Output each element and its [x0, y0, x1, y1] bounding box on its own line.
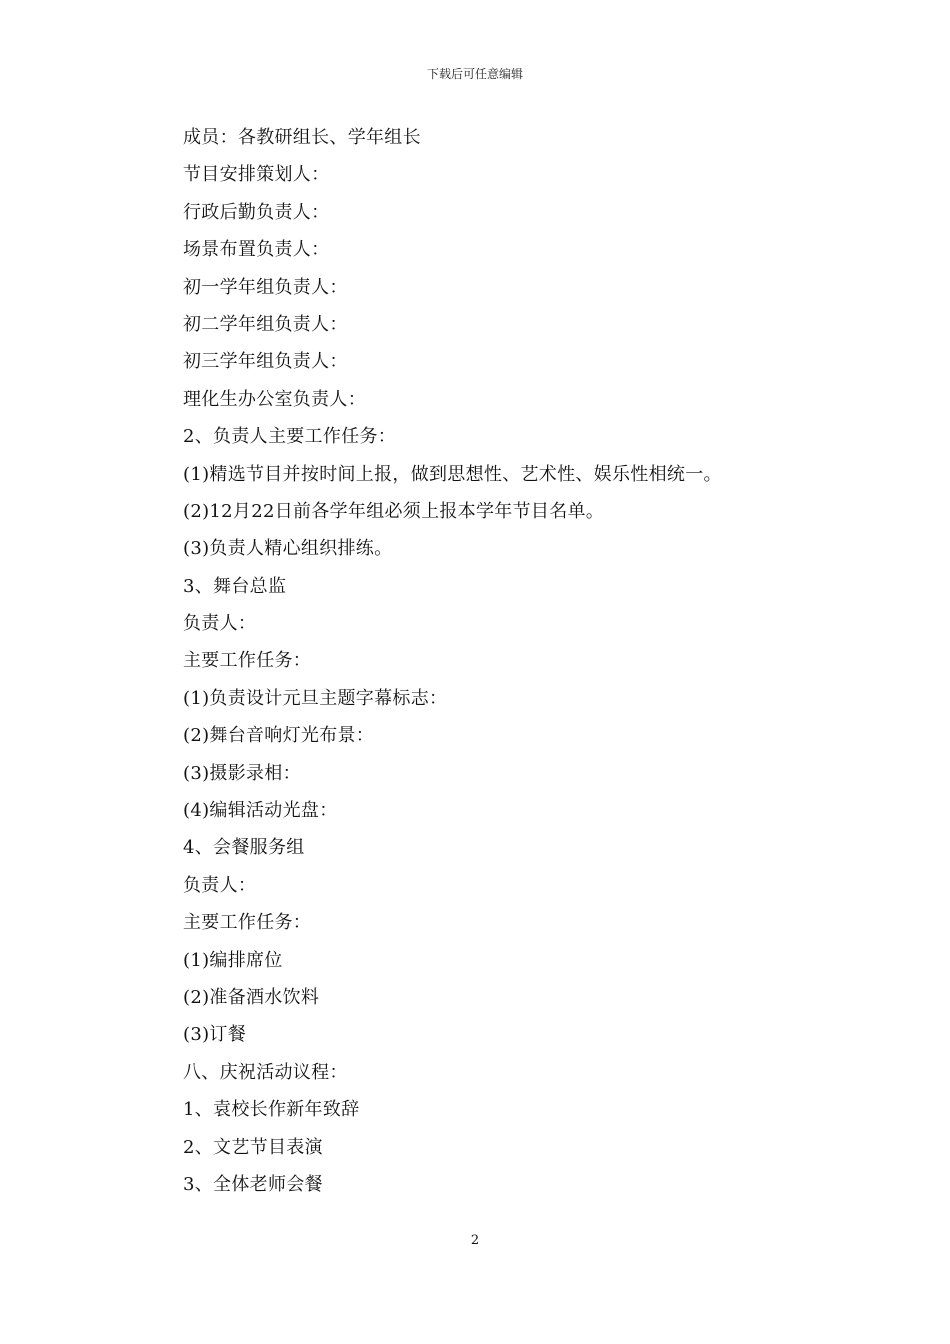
text-line: (3)负责人精心组织排练。	[183, 538, 393, 560]
text-line: 3、全体老师会餐	[183, 1173, 323, 1195]
text-line: 场景布置负责人：	[183, 239, 330, 261]
text-line: (4)编辑活动光盘：	[183, 800, 338, 822]
text-line: 节目安排策划人：	[183, 164, 330, 186]
document-body	[183, 121, 803, 1205]
text-line: 主要工作任务：	[183, 650, 312, 672]
text-line: (1)编排席位	[183, 949, 283, 971]
text-line: 2、文艺节目表演	[183, 1136, 323, 1158]
text-line: (1)负责设计元旦主题字幕标志：	[183, 687, 448, 709]
text-line: 成员：各教研组长、学年组长	[183, 127, 421, 148]
text-line: (2)准备酒水饮料	[183, 986, 320, 1008]
text-line: (3)订餐	[183, 1024, 246, 1046]
section-heading: 4、会餐服务组	[183, 837, 305, 859]
section-heading: 2、负责人主要工作任务：	[183, 426, 397, 448]
text-line: (3)摄影录相：	[183, 762, 301, 784]
text-line: 初二学年组负责人：	[183, 313, 348, 335]
text-line: 行政后勤负责人：	[183, 201, 330, 223]
text-line: 主要工作任务：	[183, 912, 312, 934]
text-line: 初一学年组负责人：	[183, 276, 348, 298]
text-line: 理化生办公室负责人：	[183, 388, 366, 410]
text-line: (2)12月22日前各学年组必须上报本学年节目名单。	[183, 500, 605, 522]
page-header: 下载后可任意编辑	[426, 67, 523, 81]
text-line: 1、袁校长作新年致辞	[183, 1099, 360, 1121]
text-line: (1)精选节目并按时间上报，做到思想性、艺术性、娱乐性相统一。	[183, 463, 722, 485]
section-heading: 3、舞台总监	[183, 575, 287, 597]
text-line: 负责人：	[183, 613, 257, 635]
text-line: (2)舞台音响灯光布景：	[183, 725, 375, 747]
text-line: 负责人：	[183, 874, 257, 896]
text-line: 初三学年组负责人：	[183, 351, 348, 373]
section-heading: 八、庆祝活动议程：	[183, 1061, 348, 1083]
page-number: 2	[470, 1233, 480, 1248]
